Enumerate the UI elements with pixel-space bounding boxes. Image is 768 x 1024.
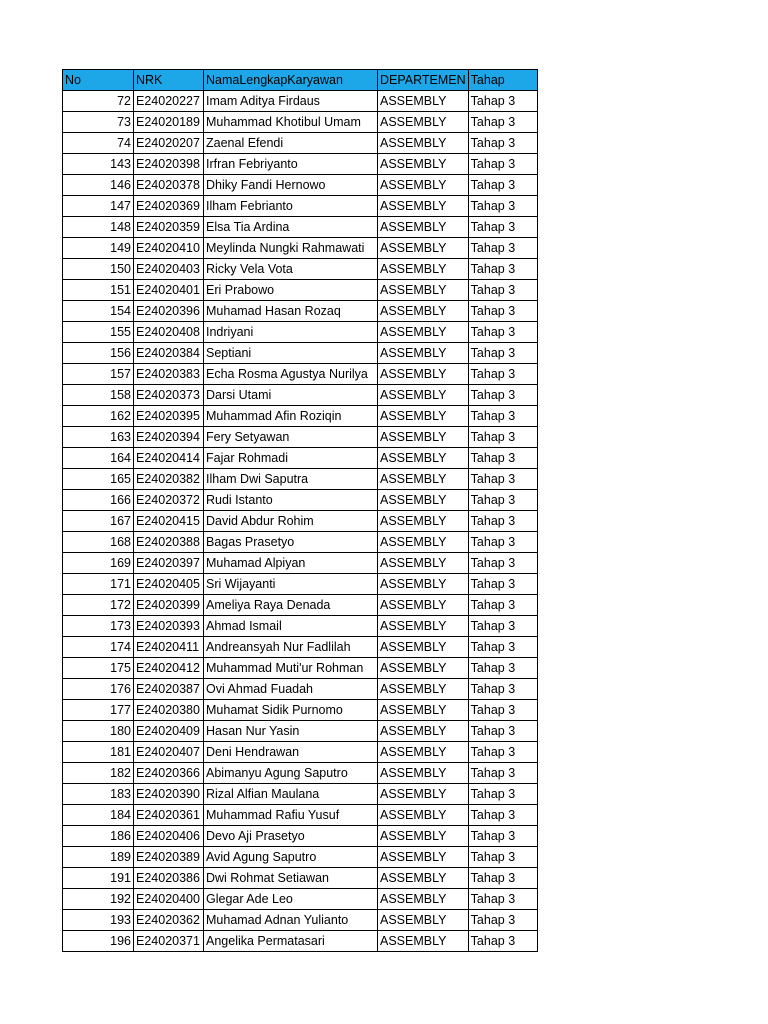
cell-nrk[interactable]: E24020407 xyxy=(134,742,204,763)
cell-tahap[interactable]: Tahap 3 xyxy=(468,700,537,721)
cell-tahap[interactable]: Tahap 3 xyxy=(468,343,537,364)
cell-department[interactable]: ASSEMBLY xyxy=(378,259,469,280)
cell-no[interactable]: 74 xyxy=(63,133,134,154)
cell-name[interactable]: Deni Hendrawan xyxy=(204,742,378,763)
table-row xyxy=(63,595,538,616)
cell-tahap[interactable]: Tahap 3 xyxy=(468,553,537,574)
cell-tahap[interactable]: Tahap 3 xyxy=(468,595,537,616)
table-row xyxy=(63,826,538,847)
cell-tahap[interactable]: Tahap 3 xyxy=(468,196,537,217)
table-row xyxy=(63,238,538,259)
cell-no[interactable]: 148 xyxy=(63,217,134,238)
cell-name[interactable]: Dhiky Fandi Hernowo xyxy=(204,175,378,196)
cell-department[interactable]: ASSEMBLY xyxy=(378,658,469,679)
cell-no[interactable]: 182 xyxy=(63,763,134,784)
cell-no[interactable]: 157 xyxy=(63,364,134,385)
table-row xyxy=(63,406,538,427)
cell-no[interactable]: 165 xyxy=(63,469,134,490)
cell-department[interactable]: ASSEMBLY xyxy=(378,553,469,574)
cell-nrk[interactable]: E24020390 xyxy=(134,784,204,805)
cell-department[interactable]: ASSEMBLY xyxy=(378,910,469,931)
cell-name[interactable]: Muhammad Muti'ur Rohman xyxy=(204,658,378,679)
cell-department[interactable]: ASSEMBLY xyxy=(378,196,469,217)
cell-no[interactable]: 146 xyxy=(63,175,134,196)
cell-name[interactable]: Muhammad Afin Roziqin xyxy=(204,406,378,427)
cell-no[interactable]: 154 xyxy=(63,301,134,322)
cell-no[interactable]: 180 xyxy=(63,721,134,742)
cell-department[interactable]: ASSEMBLY xyxy=(378,847,469,868)
cell-department[interactable]: ASSEMBLY xyxy=(378,364,469,385)
cell-nrk[interactable]: E24020362 xyxy=(134,910,204,931)
cell-name[interactable]: Elsa Tia Ardina xyxy=(204,217,378,238)
table-row xyxy=(63,175,538,196)
cell-tahap[interactable]: Tahap 3 xyxy=(468,406,537,427)
cell-nrk[interactable]: E24020383 xyxy=(134,364,204,385)
cell-nrk[interactable]: E24020409 xyxy=(134,721,204,742)
table-row xyxy=(63,448,538,469)
table-row xyxy=(63,427,538,448)
cell-department[interactable]: ASSEMBLY xyxy=(378,721,469,742)
cell-nrk[interactable]: E24020382 xyxy=(134,469,204,490)
cell-no[interactable]: 183 xyxy=(63,784,134,805)
table-row xyxy=(63,91,538,112)
cell-department[interactable]: ASSEMBLY xyxy=(378,322,469,343)
cell-no[interactable]: 72 xyxy=(63,91,134,112)
table-row xyxy=(63,469,538,490)
cell-department[interactable]: ASSEMBLY xyxy=(378,931,469,952)
cell-tahap[interactable]: Tahap 3 xyxy=(468,448,537,469)
header-no: No xyxy=(63,70,134,91)
table-row xyxy=(63,553,538,574)
cell-no[interactable]: 164 xyxy=(63,448,134,469)
cell-nrk[interactable]: E24020396 xyxy=(134,301,204,322)
cell-no[interactable]: 169 xyxy=(63,553,134,574)
cell-name[interactable]: Muhamad Adnan Yulianto xyxy=(204,910,378,931)
cell-department[interactable]: ASSEMBLY xyxy=(378,511,469,532)
table-row xyxy=(63,217,538,238)
cell-tahap[interactable]: Tahap 3 xyxy=(468,742,537,763)
header-nrk: NRK xyxy=(134,70,204,91)
cell-name[interactable]: Abimanyu Agung Saputro xyxy=(204,763,378,784)
cell-name[interactable]: Septiani xyxy=(204,343,378,364)
cell-tahap[interactable]: Tahap 3 xyxy=(468,574,537,595)
cell-nrk[interactable]: E24020386 xyxy=(134,868,204,889)
cell-name[interactable]: Angelika Permatasari xyxy=(204,931,378,952)
cell-tahap[interactable]: Tahap 3 xyxy=(468,91,537,112)
cell-name[interactable]: Rudi Istanto xyxy=(204,490,378,511)
table-row xyxy=(63,511,538,532)
cell-department[interactable]: ASSEMBLY xyxy=(378,175,469,196)
cell-name[interactable]: David Abdur Rohim xyxy=(204,511,378,532)
cell-nrk[interactable]: E24020361 xyxy=(134,805,204,826)
cell-tahap[interactable]: Tahap 3 xyxy=(468,511,537,532)
cell-no[interactable]: 172 xyxy=(63,595,134,616)
cell-no[interactable]: 175 xyxy=(63,658,134,679)
cell-department[interactable]: ASSEMBLY xyxy=(378,826,469,847)
cell-name[interactable]: Avid Agung Saputro xyxy=(204,847,378,868)
cell-nrk[interactable]: E24020393 xyxy=(134,616,204,637)
cell-no[interactable]: 193 xyxy=(63,910,134,931)
cell-tahap[interactable]: Tahap 3 xyxy=(468,217,537,238)
cell-no[interactable]: 171 xyxy=(63,574,134,595)
cell-nrk[interactable]: E24020399 xyxy=(134,595,204,616)
cell-no[interactable]: 143 xyxy=(63,154,134,175)
cell-tahap[interactable]: Tahap 3 xyxy=(468,427,537,448)
cell-nrk[interactable]: E24020387 xyxy=(134,679,204,700)
table-row xyxy=(63,868,538,889)
cell-nrk[interactable]: E24020388 xyxy=(134,532,204,553)
cell-name[interactable]: Fery Setyawan xyxy=(204,427,378,448)
cell-no[interactable]: 166 xyxy=(63,490,134,511)
table-row xyxy=(63,742,538,763)
cell-no[interactable]: 176 xyxy=(63,679,134,700)
header-tahap: Tahap xyxy=(468,70,537,91)
table-row xyxy=(63,658,538,679)
cell-no[interactable]: 186 xyxy=(63,826,134,847)
table-row xyxy=(63,490,538,511)
employee-table xyxy=(62,69,538,952)
table-row xyxy=(63,154,538,175)
table-row xyxy=(63,637,538,658)
cell-name[interactable]: Muhamat Sidik Purnomo xyxy=(204,700,378,721)
cell-name[interactable]: Irfran Febriyanto xyxy=(204,154,378,175)
cell-department[interactable]: ASSEMBLY xyxy=(378,763,469,784)
cell-tahap[interactable]: Tahap 3 xyxy=(468,826,537,847)
table-row xyxy=(63,343,538,364)
cell-nrk[interactable]: E24020395 xyxy=(134,406,204,427)
cell-tahap[interactable]: Tahap 3 xyxy=(468,658,537,679)
cell-department[interactable]: ASSEMBLY xyxy=(378,700,469,721)
cell-department[interactable]: ASSEMBLY xyxy=(378,616,469,637)
cell-tahap[interactable]: Tahap 3 xyxy=(468,280,537,301)
table-row xyxy=(63,910,538,931)
cell-department[interactable]: ASSEMBLY xyxy=(378,784,469,805)
cell-department[interactable]: ASSEMBLY xyxy=(378,112,469,133)
cell-tahap[interactable]: Tahap 3 xyxy=(468,679,537,700)
table-row xyxy=(63,931,538,952)
cell-tahap[interactable]: Tahap 3 xyxy=(468,112,537,133)
table-row xyxy=(63,805,538,826)
cell-nrk[interactable]: E24020369 xyxy=(134,196,204,217)
cell-name[interactable]: Hasan Nur Yasin xyxy=(204,721,378,742)
cell-tahap[interactable]: Tahap 3 xyxy=(468,910,537,931)
cell-tahap[interactable]: Tahap 3 xyxy=(468,889,537,910)
cell-name[interactable]: Muhammad Khotibul Umam xyxy=(204,112,378,133)
cell-name[interactable]: Muhamad Alpiyan xyxy=(204,553,378,574)
table-row xyxy=(63,385,538,406)
cell-name[interactable]: Muhamad Hasan Rozaq xyxy=(204,301,378,322)
table-row xyxy=(63,280,538,301)
cell-tahap[interactable]: Tahap 3 xyxy=(468,721,537,742)
cell-nrk[interactable]: E24020389 xyxy=(134,847,204,868)
cell-tahap[interactable]: Tahap 3 xyxy=(468,616,537,637)
cell-name[interactable]: Ilham Dwi Saputra xyxy=(204,469,378,490)
cell-nrk[interactable]: E24020414 xyxy=(134,448,204,469)
header-department: DEPARTEMEN xyxy=(378,70,469,91)
cell-tahap[interactable]: Tahap 3 xyxy=(468,763,537,784)
cell-department[interactable]: ASSEMBLY xyxy=(378,532,469,553)
cell-tahap[interactable]: Tahap 3 xyxy=(468,154,537,175)
cell-department[interactable]: ASSEMBLY xyxy=(378,238,469,259)
cell-department[interactable]: ASSEMBLY xyxy=(378,448,469,469)
table-row xyxy=(63,889,538,910)
table-row xyxy=(63,322,538,343)
cell-name[interactable]: Dwi Rohmat Setiawan xyxy=(204,868,378,889)
cell-no[interactable]: 181 xyxy=(63,742,134,763)
header-name: NamaLengkapKaryawan xyxy=(204,70,378,91)
cell-no[interactable]: 168 xyxy=(63,532,134,553)
cell-nrk[interactable]: E24020371 xyxy=(134,931,204,952)
cell-nrk[interactable]: E24020411 xyxy=(134,637,204,658)
table-row xyxy=(63,133,538,154)
cell-nrk[interactable]: E24020189 xyxy=(134,112,204,133)
cell-no[interactable]: 156 xyxy=(63,343,134,364)
cell-tahap[interactable]: Tahap 3 xyxy=(468,385,537,406)
table-row xyxy=(63,784,538,805)
cell-name[interactable]: Ahmad Ismail xyxy=(204,616,378,637)
header-row xyxy=(63,70,538,91)
cell-department[interactable]: ASSEMBLY xyxy=(378,154,469,175)
cell-department[interactable]: ASSEMBLY xyxy=(378,91,469,112)
cell-tahap[interactable]: Tahap 3 xyxy=(468,532,537,553)
cell-name[interactable]: Rizal Alfian Maulana xyxy=(204,784,378,805)
cell-name[interactable]: Imam Aditya Firdaus xyxy=(204,91,378,112)
cell-department[interactable]: ASSEMBLY xyxy=(378,490,469,511)
table-row xyxy=(63,847,538,868)
table-row xyxy=(63,112,538,133)
cell-no[interactable]: 163 xyxy=(63,427,134,448)
cell-nrk[interactable]: E24020373 xyxy=(134,385,204,406)
cell-department[interactable]: ASSEMBLY xyxy=(378,595,469,616)
cell-tahap[interactable]: Tahap 3 xyxy=(468,259,537,280)
table-row xyxy=(63,196,538,217)
cell-name[interactable]: Fajar Rohmadi xyxy=(204,448,378,469)
cell-tahap[interactable]: Tahap 3 xyxy=(468,931,537,952)
cell-nrk[interactable]: E24020397 xyxy=(134,553,204,574)
cell-no[interactable]: 162 xyxy=(63,406,134,427)
table-row xyxy=(63,763,538,784)
cell-nrk[interactable]: E24020380 xyxy=(134,700,204,721)
cell-department[interactable]: ASSEMBLY xyxy=(378,742,469,763)
cell-department[interactable]: ASSEMBLY xyxy=(378,217,469,238)
cell-nrk[interactable]: E24020408 xyxy=(134,322,204,343)
cell-nrk[interactable]: E24020207 xyxy=(134,133,204,154)
cell-name[interactable]: Zaenal Efendi xyxy=(204,133,378,154)
cell-department[interactable]: ASSEMBLY xyxy=(378,385,469,406)
cell-tahap[interactable]: Tahap 3 xyxy=(468,637,537,658)
cell-no[interactable]: 147 xyxy=(63,196,134,217)
cell-tahap[interactable]: Tahap 3 xyxy=(468,133,537,154)
cell-tahap[interactable]: Tahap 3 xyxy=(468,490,537,511)
cell-no[interactable]: 189 xyxy=(63,847,134,868)
cell-tahap[interactable]: Tahap 3 xyxy=(468,805,537,826)
cell-no[interactable]: 191 xyxy=(63,868,134,889)
cell-no[interactable]: 192 xyxy=(63,889,134,910)
cell-department[interactable]: ASSEMBLY xyxy=(378,637,469,658)
cell-department[interactable]: ASSEMBLY xyxy=(378,406,469,427)
cell-no[interactable]: 184 xyxy=(63,805,134,826)
cell-department[interactable]: ASSEMBLY xyxy=(378,868,469,889)
cell-name[interactable]: Andreansyah Nur Fadlilah xyxy=(204,637,378,658)
table-row xyxy=(63,301,538,322)
table-row xyxy=(63,532,538,553)
table-row xyxy=(63,616,538,637)
cell-name[interactable]: Muhammad Rafiu Yusuf xyxy=(204,805,378,826)
cell-name[interactable]: Bagas Prasetyo xyxy=(204,532,378,553)
table-row xyxy=(63,364,538,385)
cell-nrk[interactable]: E24020366 xyxy=(134,763,204,784)
cell-tahap[interactable]: Tahap 3 xyxy=(468,238,537,259)
cell-department[interactable]: ASSEMBLY xyxy=(378,280,469,301)
cell-name[interactable]: Darsi Utami xyxy=(204,385,378,406)
cell-tahap[interactable]: Tahap 3 xyxy=(468,364,537,385)
cell-nrk[interactable]: E24020400 xyxy=(134,889,204,910)
cell-nrk[interactable]: E24020359 xyxy=(134,217,204,238)
table-row xyxy=(63,721,538,742)
cell-no[interactable]: 150 xyxy=(63,259,134,280)
cell-nrk[interactable]: E24020410 xyxy=(134,238,204,259)
cell-no[interactable]: 174 xyxy=(63,637,134,658)
cell-name[interactable]: Ricky Vela Vota xyxy=(204,259,378,280)
cell-no[interactable]: 167 xyxy=(63,511,134,532)
cell-name[interactable]: Ilham Febrianto xyxy=(204,196,378,217)
table-row xyxy=(63,700,538,721)
cell-name[interactable]: Sri Wijayanti xyxy=(204,574,378,595)
cell-department[interactable]: ASSEMBLY xyxy=(378,427,469,448)
cell-department[interactable]: ASSEMBLY xyxy=(378,889,469,910)
table-body xyxy=(63,91,538,952)
cell-name[interactable]: Eri Prabowo xyxy=(204,280,378,301)
cell-nrk[interactable]: E24020415 xyxy=(134,511,204,532)
table-row xyxy=(63,679,538,700)
cell-nrk[interactable]: E24020398 xyxy=(134,154,204,175)
cell-name[interactable]: Indriyani xyxy=(204,322,378,343)
cell-no[interactable]: 196 xyxy=(63,931,134,952)
cell-no[interactable]: 155 xyxy=(63,322,134,343)
cell-name[interactable]: Ovi Ahmad Fuadah xyxy=(204,679,378,700)
cell-nrk[interactable]: E24020406 xyxy=(134,826,204,847)
cell-nrk[interactable]: E24020403 xyxy=(134,259,204,280)
cell-department[interactable]: ASSEMBLY xyxy=(378,133,469,154)
cell-tahap[interactable]: Tahap 3 xyxy=(468,847,537,868)
cell-no[interactable]: 177 xyxy=(63,700,134,721)
cell-no[interactable]: 73 xyxy=(63,112,134,133)
cell-tahap[interactable]: Tahap 3 xyxy=(468,301,537,322)
cell-no[interactable]: 173 xyxy=(63,616,134,637)
cell-name[interactable]: Glegar Ade Leo xyxy=(204,889,378,910)
cell-tahap[interactable]: Tahap 3 xyxy=(468,175,537,196)
cell-tahap[interactable]: Tahap 3 xyxy=(468,469,537,490)
cell-name[interactable]: Devo Aji Prasetyo xyxy=(204,826,378,847)
table-row xyxy=(63,574,538,595)
cell-name[interactable]: Ameliya Raya Denada xyxy=(204,595,378,616)
cell-department[interactable]: ASSEMBLY xyxy=(378,469,469,490)
cell-nrk[interactable]: E24020372 xyxy=(134,490,204,511)
cell-nrk[interactable]: E24020227 xyxy=(134,91,204,112)
cell-nrk[interactable]: E24020394 xyxy=(134,427,204,448)
cell-nrk[interactable]: E24020384 xyxy=(134,343,204,364)
cell-no[interactable]: 149 xyxy=(63,238,134,259)
cell-nrk[interactable]: E24020378 xyxy=(134,175,204,196)
cell-no[interactable]: 158 xyxy=(63,385,134,406)
cell-tahap[interactable]: Tahap 3 xyxy=(468,784,537,805)
cell-department[interactable]: ASSEMBLY xyxy=(378,679,469,700)
cell-nrk[interactable]: E24020401 xyxy=(134,280,204,301)
cell-tahap[interactable]: Tahap 3 xyxy=(468,868,537,889)
cell-department[interactable]: ASSEMBLY xyxy=(378,574,469,595)
cell-nrk[interactable]: E24020412 xyxy=(134,658,204,679)
cell-name[interactable]: Meylinda Nungki Rahmawati xyxy=(204,238,378,259)
cell-nrk[interactable]: E24020405 xyxy=(134,574,204,595)
cell-department[interactable]: ASSEMBLY xyxy=(378,343,469,364)
cell-department[interactable]: ASSEMBLY xyxy=(378,301,469,322)
table-row xyxy=(63,259,538,280)
cell-name[interactable]: Echa Rosma Agustya Nurilya xyxy=(204,364,378,385)
cell-no[interactable]: 151 xyxy=(63,280,134,301)
cell-department[interactable]: ASSEMBLY xyxy=(378,805,469,826)
cell-tahap[interactable]: Tahap 3 xyxy=(468,322,537,343)
